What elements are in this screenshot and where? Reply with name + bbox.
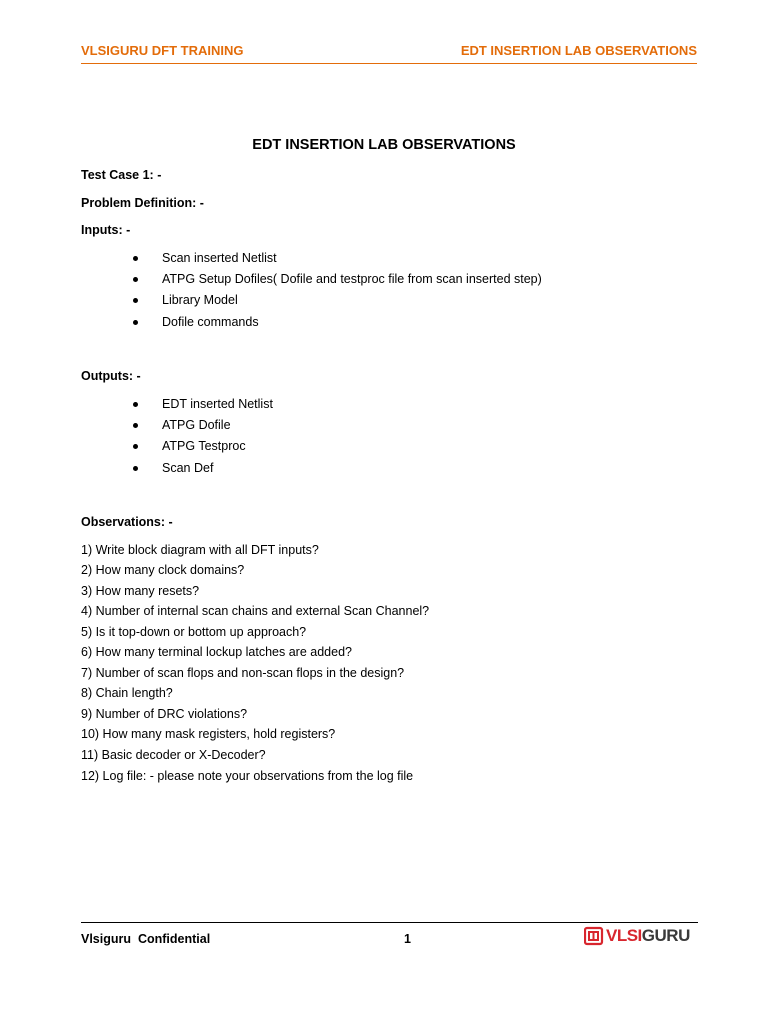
footer-divider [81, 922, 698, 923]
question-item: 6) How many terminal lockup latches are added? [81, 645, 352, 659]
bullet-icon [133, 402, 138, 407]
header-left-text: VLSIGURU DFT TRAINING [81, 43, 244, 58]
observations-label: Observations: - [81, 515, 173, 529]
list-item: ATPG Setup Dofiles( Dofile and testproc file from scan inserted step) [162, 272, 542, 286]
problem-definition-label: Problem Definition: - [81, 196, 204, 210]
list-item: EDT inserted Netlist [162, 397, 273, 411]
bullet-icon [133, 444, 138, 449]
question-item: 8) Chain length? [81, 686, 173, 700]
bullet-icon [133, 277, 138, 282]
question-item: 10) How many mask registers, hold registers? [81, 727, 336, 741]
question-item: 4) Number of internal scan chains and external Scan Channel? [81, 604, 430, 618]
list-item: ATPG Testproc [162, 439, 246, 453]
vlsiguru-logo [584, 926, 700, 948]
question-item: 1) Write block diagram with all DFT inputs? [81, 543, 319, 557]
page-header [81, 43, 697, 61]
question-item: 12) Log file: - please note your observations from the log file [81, 769, 414, 783]
bullet-icon [133, 256, 138, 261]
test-case-label: Test Case 1: - [81, 168, 162, 182]
question-item: 7) Number of scan flops and non-scan flops in the design? [81, 666, 405, 680]
inputs-label: Inputs: - [81, 223, 131, 237]
header-right-text: EDT INSERTION LAB OBSERVATIONS [460, 43, 697, 58]
logo-wordmark [606, 926, 690, 946]
outputs-label: Outputs: - [81, 369, 141, 383]
question-item: 3) How many resets? [81, 584, 200, 598]
question-item: 2) How many clock domains? [81, 563, 245, 577]
bullet-icon [133, 466, 138, 471]
question-item: 11) Basic decoder or X-Decoder? [81, 748, 266, 762]
logo-guru-text: GURU [641, 926, 690, 945]
document-title: EDT INSERTION LAB OBSERVATIONS [252, 137, 516, 153]
list-item: Scan inserted Netlist [162, 251, 277, 265]
footer-confidential-text: Vlsiguru Confidential [81, 932, 211, 946]
logo-mark-icon [584, 926, 604, 946]
list-item: Dofile commands [162, 315, 259, 329]
page-number: 1 [404, 932, 411, 946]
list-item: ATPG Dofile [162, 418, 231, 432]
bullet-icon [133, 320, 138, 325]
question-item: 9) Number of DRC violations? [81, 707, 248, 721]
question-item: 5) Is it top-down or bottom up approach? [81, 625, 307, 639]
bullet-icon [133, 298, 138, 303]
list-item: Scan Def [162, 461, 214, 475]
logo-vlsi-text: VLSI [606, 926, 642, 945]
list-item: Library Model [162, 293, 238, 307]
bullet-icon [133, 423, 138, 428]
header-divider [81, 63, 697, 64]
